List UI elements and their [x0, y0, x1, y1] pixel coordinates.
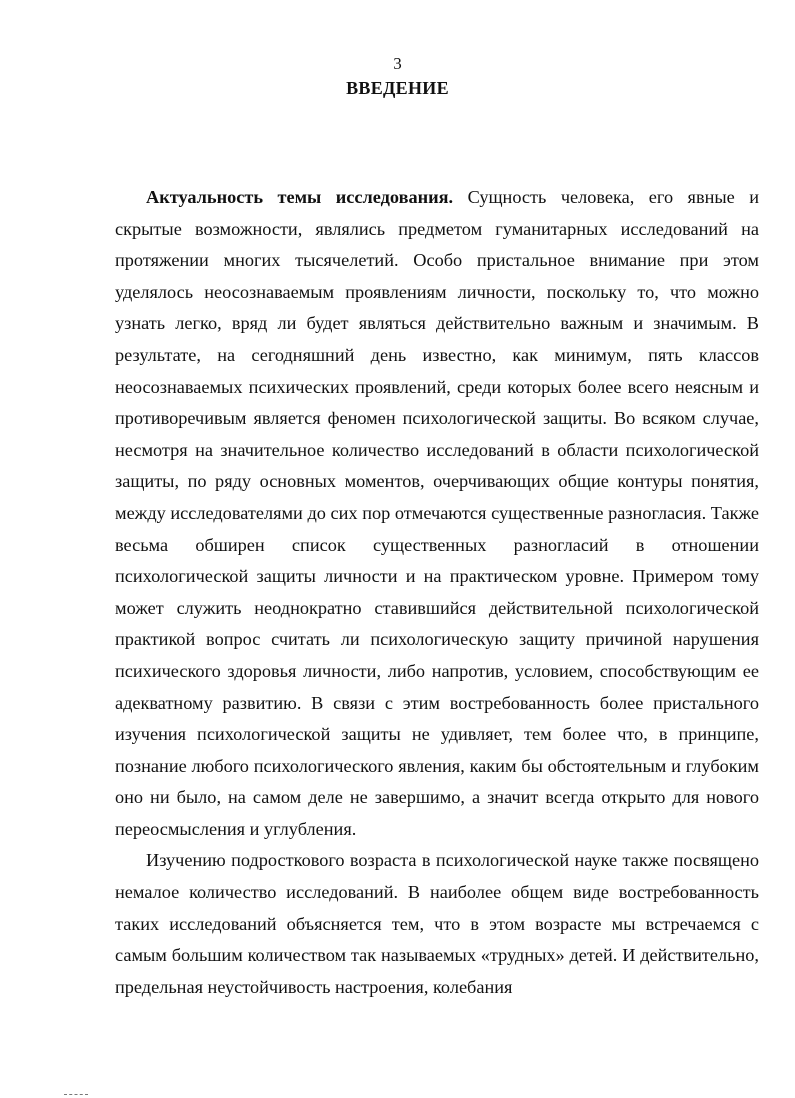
paragraph-lead: Актуальность темы исследования.	[146, 187, 454, 207]
document-body	[115, 182, 759, 1003]
page-title: ВВЕДЕНИЕ	[346, 78, 449, 98]
paragraph-relevance	[115, 182, 759, 845]
paragraph-text: Сущность человека, его явные и скрытые возможности, являлись предметом гуманитарных исследований на протяжении многих тысячелетий. Особо пристальное внимание при этом уделялось неосознаваемым проявлениям личности, поскольку то, что можно узнать легко, вряд ли будет являться действительно важным и значимым. В результате, на сегодняшний день известно, как минимум, пять классов неосознаваемых психических проявлений, среди которых более всего неясным и противоречивым является феномен психологической защиты. Во всяком случае, несмотря на значительное количество исследований в области психологической защиты, по ряду основных моментов, очерчивающих общие контуры понятия, между исследователями до сих пор отмечаются существенные разногласия. Также весьма обширен список существенных разногласий в отношении психологической защиты личности и на практическом уровне. Примером тому может служить неоднократно ставившийся действительной психологической практикой вопрос считать ли психологическую защиту причиной нарушения психического здоровья личности, либо напротив, условием, способствующим ее адекватному развитию. В связи с этим востребованность более пристального изучения психологической защиты не удивляет, тем более что, в принципе, познание любого психологического явления, каким бы обстоятельным и глубоким оно ни было, на самом деле не завершимо, а значит всегда открыто для нового переосмысления и углубления.	[115, 187, 759, 839]
scan-artifact	[64, 1094, 88, 1096]
paragraph-text: Изучению подросткового возраста в психологической науке также посвящено немалое количество исследований. В наиболее общем виде востребованность таких исследований объясняется тем, что в этом возрасте мы встречаемся с самым большим количеством так называемых «трудных» детей. И действительно, предельная неустойчивость настроения, колебания	[115, 850, 759, 997]
paragraph-adolescence	[115, 845, 759, 1003]
page-number: 3	[393, 54, 402, 73]
